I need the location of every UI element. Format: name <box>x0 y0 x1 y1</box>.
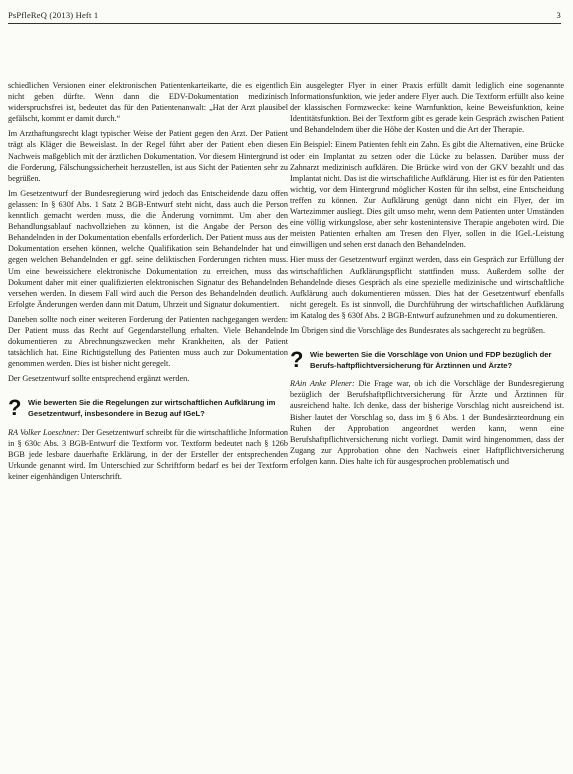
question-text: Wie bewerten Sie die Regelungen zur wirtschaftlichen Aufklärung im Gesetzentwurf, insbesondere in Bezug auf IGeL? <box>28 398 276 419</box>
paragraph: Der Gesetzentwurf sollte entsprechend ergänzt werden. <box>8 374 190 384</box>
answer-paragraph <box>290 378 564 467</box>
answer-text: Die Frage war, ob ich die Vorschläge der Bundesregierung bezüglich der Berufshaftpflichtversicherung für Ärzte und Ärztinnen für ausreichend halte. Ich denke, dass der bisherige Vorschlag nicht ausreichend ist. Bisher lautet der Vorschlag so, dass im § 6 Abs. 1 der Bundesärzteordnung ein Ruhen der Approbation angeordnet werden kann, wenn eine Berufshaftpflichtversicherung nicht vorliegt. Damit wird hingenommen, dass der Zugang zur Approbation ohne den Nachweis einer Haftpflichtversicherung erfolgen kann. Dies halte ich für ausgesprochen problematisch und <box>290 379 564 466</box>
page-number: 3 <box>556 10 561 20</box>
running-head <box>8 10 561 22</box>
paragraph: Im Übrigen sind die Vorschläge des Bundesrates als sachgerecht zu begrüßen. <box>290 325 546 335</box>
question-mark-icon: ? <box>8 395 22 421</box>
journal-citation: PsPfleReQ (2013) Heft 1 <box>8 10 99 20</box>
paragraph: Hier muss der Gesetzentwurf ergänzt werden, dass ein Gespräch zur Erfüllung der wirtschaftlichen Aufklärungspflicht stattfinden muss. Außerdem sollte der Behandelnde dieses Gespräch als eine spezielle medizinische und wirtschaftliche Aufklärung auch dokumentieren müssen. Dies hat der Gesetzentwurf ebenfalls nicht geregelt. Es ist sinnvoll, die Durchführung der wirtschaftlichen Aufklärung im Katalog des § 630f Abs. 2 BGB-Entwurf aufzunehmen und zu dokumentieren. <box>290 255 564 320</box>
paragraph: schiedlichen Versionen einer elektronischen Patientenkarteikarte, die es eigentlich nicht geben dürfte. Wenn dann die EDV-Dokumentation medizinisch widerspruchsfrei ist, bedeutet das für den Patientenanwalt: „Hat der Arzt plausibel gefälscht, kommt er damit durch.“ <box>8 81 288 124</box>
right-column <box>290 80 564 470</box>
question-mark-icon: ? <box>290 347 304 373</box>
interview-question <box>8 395 288 421</box>
speaker-name: RA Volker Loeschner: <box>8 427 80 437</box>
answer-paragraph <box>8 427 288 482</box>
speaker-name: RAin Anke Plener: <box>290 379 355 389</box>
paragraph: Ein Beispiel: Einem Patienten fehlt ein Zahn. Es gibt die Alternativen, eine Brücke oder ein Implantat zu setzen oder die Lücke zu belassen. Darüber muss der Zahnarzt medizinisch aufklären. Die Brücke wird von der GKV bezahlt und das Implantat nicht. Das ist die wirtschaftliche Aufklärung. Hier ist es für den Patienten wichtig, vor dem Hintergrund möglicher Kosten für ihn selbst, eine Entscheidung treffen zu können. Zur Aufklärung genügt dann nicht ein Flyer, der im Wartezimmer ausliegt. Dies gilt umso mehr, wenn dem Patienten unter Umständen eine völlig wirkungslose, aber sehr kostenintensive Therapie angeboten wird. Die meisten Patienten erhalten am Tresen den Flyer, sollen in die IGeL-Leistung einwilligen und sehen erst danach den Behandelnden. <box>290 140 564 250</box>
answer-text: Der Gesetzentwurf schreibt für die wirtschaftliche Information in § 630c Abs. 3 BGB-Entwurf die Textform vor. Textform bedeutet nach § 126b BGB jede lesbare dauerhafte Erklärung, in der der Ersteller der entsprechenden Urkunde genannt wird. Im Unterschied zur Schriftform bedarf es bei der Textform keiner eigenhändigen Unterschrift. <box>8 427 289 481</box>
left-column <box>8 80 288 485</box>
paragraph: Ein ausgelegter Flyer in einer Praxis erfüllt damit lediglich eine sogenannte Informationsfunktion, wie jeder andere Flyer auch. Die Textform erfüllt also keine der klassischen Formzwecke: keine Warnfunktion, keine Beweisfunktion, keine Identitätsfunktion. Bei der Textform gibt es gerade kein Gespräch zwischen Patient und Behandelndem über die Höhe der Kosten und die Art der Therapie. <box>290 81 564 135</box>
paragraph: Im Arzthaftungsrecht klagt typischer Weise der Patient gegen den Arzt. Der Patient trägt als Kläger die Beweislast. In der Regel führt aber der Patient eben diesen Nachweis maßgeblich mit der ärztlichen Dokumentation. Vor diesem Hintergrund ist die Forderung, Fälschungssicherheit herzustellen, ist aus Sicht der Patienten sehr zu begrüßen. <box>8 129 288 183</box>
header-rule <box>8 23 561 24</box>
interview-question <box>290 347 564 373</box>
paragraph: Im Gesetzentwurf der Bundesregierung wird jedoch das Entscheidende dazu offen gelassen: In § 630f Abs. 1 Satz 2 BGB-Entwurf steht nicht, dass auch die Person kenntlich gemacht werden muss, die die Änderung vornimmt. Um aber den Behandlungsablauf nachvollziehen zu können, ist die Angabe der Person des Behandelnden in der Dokumentation ebenfalls erforderlich. Der Patient muss aus der Dokumentation ersehen können, welche Qualifikation sein Behandelnder hat und gegen welchen Behandelnden er ggf. seine deliktischen Forderungen richten muss. Um eine beweissichere elektronische Dokumentation zu erreichen, muss das Dokument daher mit einer qualifizierten elektronischen Signatur des Behandelnden versehen werden. In diesem Fall wird auch die Person des Behandelnden deutlich. Erfolgte Änderungen werden dann mit Datum, Uhrzeit und Signatur dokumentiert. <box>8 188 288 309</box>
question-text: Wie bewerten Sie die Vorschläge von Union und FDP bezüglich der Berufs-haftpflichtversicherung für Ärztinnen und Ärzte? <box>310 350 552 370</box>
paragraph: Daneben sollte noch einer weiteren Forderung der Patienten nachgegangen werden: Der Patient muss das Recht auf Gegendarstellung erhalten. Viele Behandelnde dokumentieren zu Abrechnungszwecken mehr Krankheiten, als der Patient tatsächlich hat. Eine Richtigstellung des Patienten muss auch zur Dokumentation genommen werden. Dies ist bisher nicht geregelt. <box>8 314 288 369</box>
